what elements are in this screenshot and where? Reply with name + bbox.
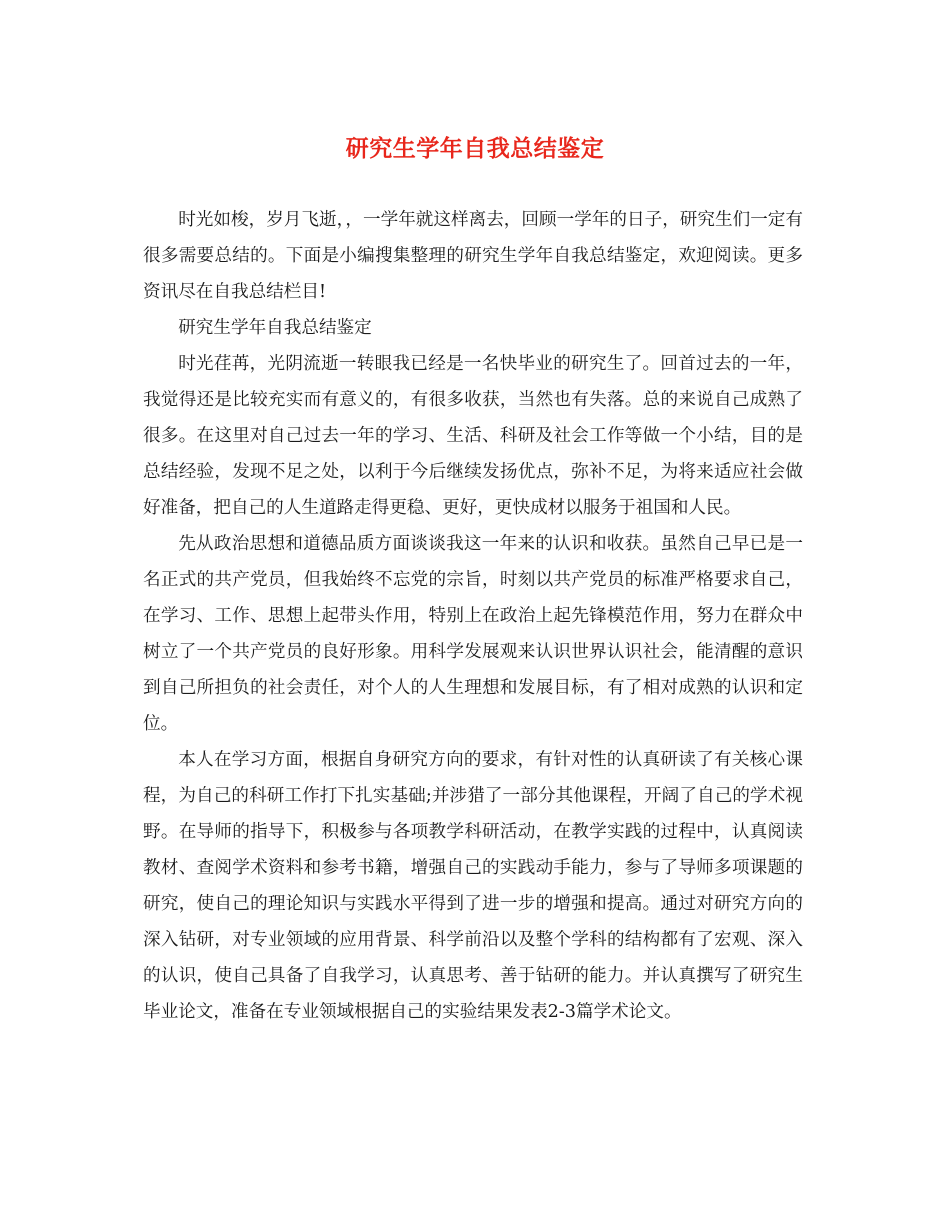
document-body — [143, 202, 803, 1030]
document-title: 研究生学年自我总结鉴定 — [345, 135, 605, 162]
body-paragraph-3: 本人在学习方面，根据自身研究方向的要求，有针对性的认真研读了有关核心课程，为自己的科研工作打下扎实基础;并涉猎了一部分其他课程，开阔了自己的学术视野。在导师的指导下，积极参与各项教学科研活动，在教学实践的过程中，认真阅读教材、查阅学术资料和参考书籍，增强自己的实践动手能力，参与了导师多项课题的研究，使自己的理论知识与实践水平得到了进一步的增强和提高。通过对研究方向的深入钻研，对专业领域的应用背景、科学前沿以及整个学科的结构都有了宏观、深入的认识，使自己具备了自我学习，认真思考、善于钻研的能力。并认真撰写了研究生毕业论文，准备在专业领域根据自己的实验结果发表2-3篇学术论文。 — [143, 750, 803, 1022]
intro-paragraph: 时光如梭，岁月飞逝，，一学年就这样离去，回顾一学年的日子，研究生们一定有很多需要总结的。下面是小编搜集整理的研究生学年自我总结鉴定，欢迎阅读。更多资讯尽在自我总结栏目! — [143, 210, 803, 302]
section-subtitle: 研究生学年自我总结鉴定 — [178, 318, 372, 338]
body-paragraph-2: 先从政治思想和道德品质方面谈谈我这一年来的认识和收获。虽然自己早已是一名正式的共产党员，但我始终不忘党的宗旨，时刻以共产党员的标准严格要求自己，在学习、工作、思想上起带头作用，特别上在政治上起先锋模范作用，努力在群众中树立了一个共产党员的良好形象。用科学发展观来认识世界认识社会，能清醒的意识到自己所担负的社会责任，对个人的人生理想和发展目标，有了相对成熟的认识和定位。 — [143, 534, 803, 734]
body-paragraph-1: 时光荏苒，光阴流逝一转眼我已经是一名快毕业的研究生了。回首过去的一年，我觉得还是比较充实而有意义的，有很多收获，当然也有失落。总的来说自己成熟了很多。在这里对自己过去一年的学习、生活、科研及社会工作等做一个小结，目的是总结经验，发现不足之处，以利于今后继续发扬优点，弥补不足，为将来适应社会做好准备，把自己的人生道路走得更稳、更好，更快成材以服务于祖国和人民。 — [143, 354, 803, 518]
